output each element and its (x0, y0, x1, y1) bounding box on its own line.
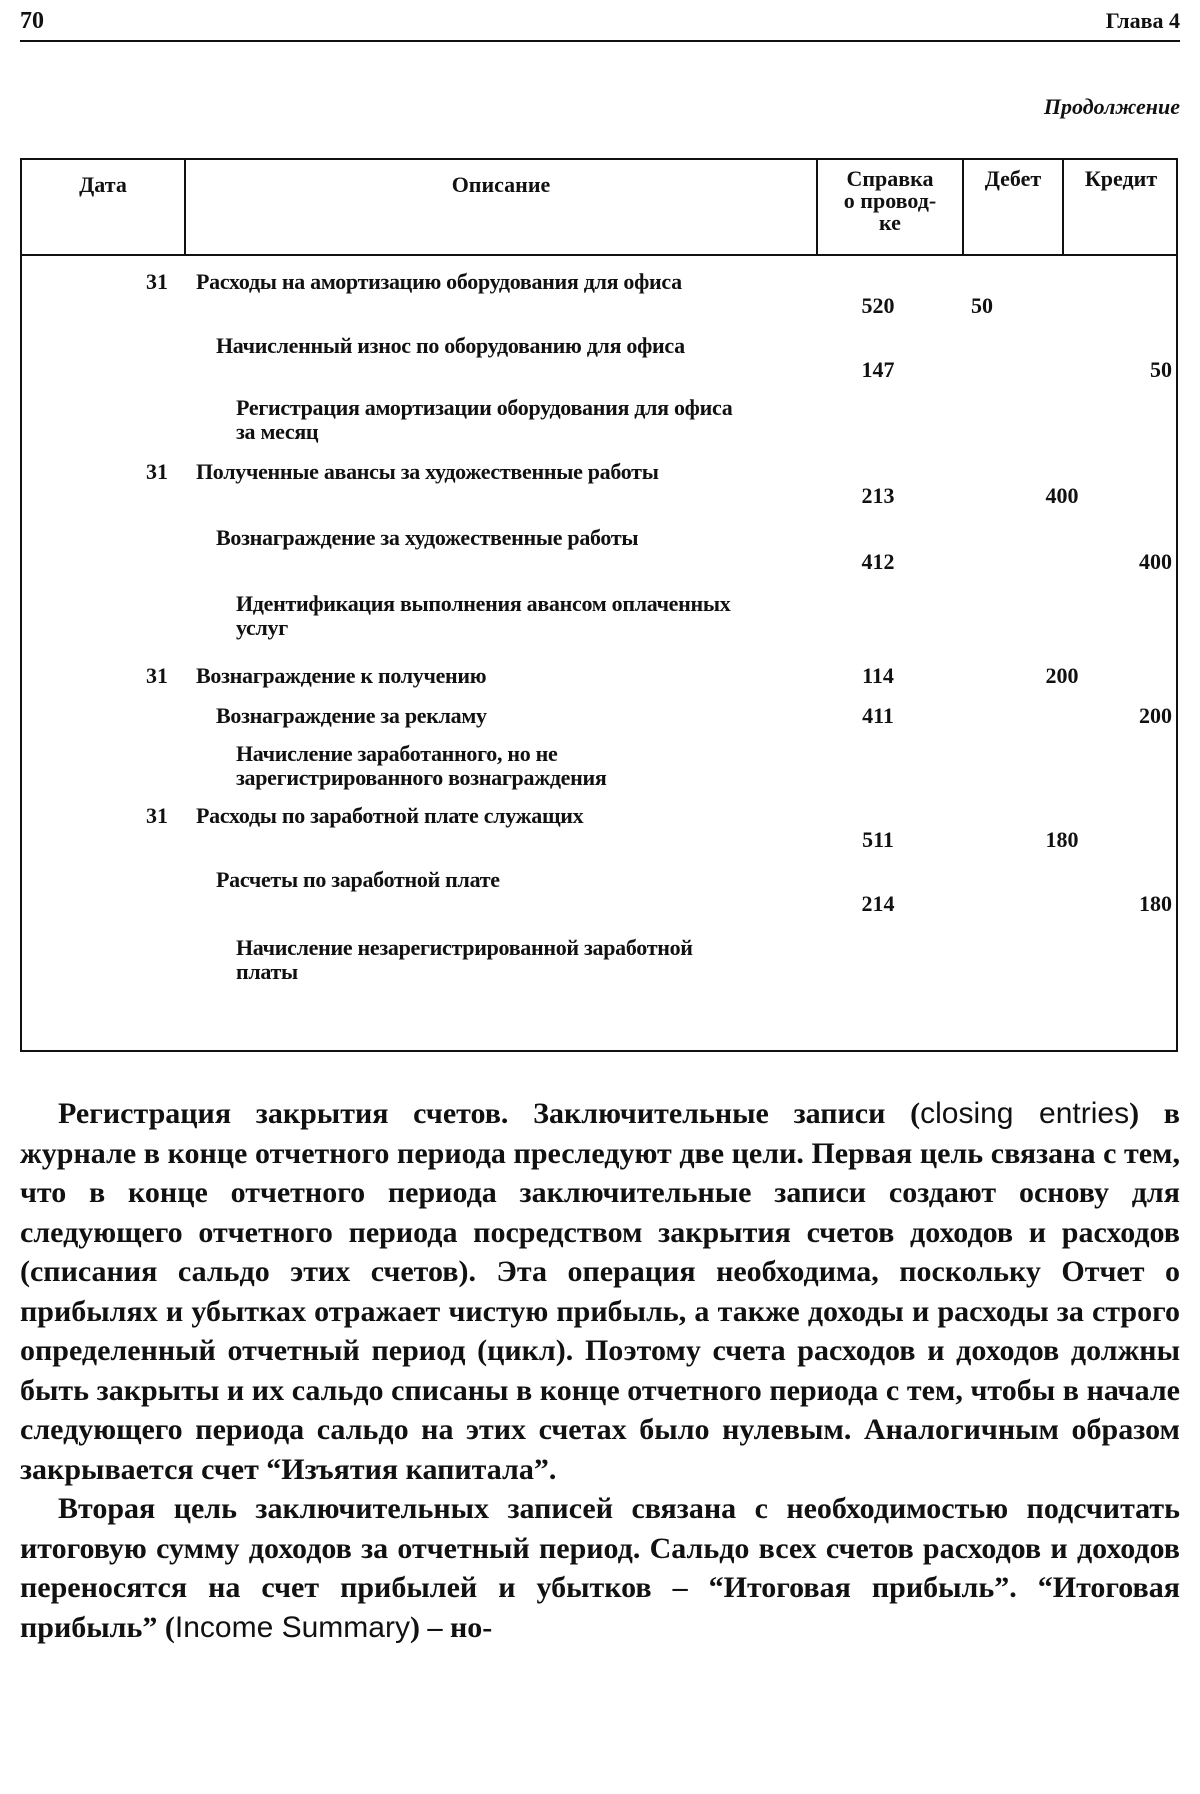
row-description: Начисление заработанного, но не зарегистрированного вознаграждения (236, 741, 607, 790)
row-debit: 180 (1045, 827, 1079, 852)
column-header-date: Дата (22, 160, 186, 254)
row-reference: 412 (861, 549, 895, 574)
row-date: 31 (146, 803, 168, 828)
body-text (20, 1094, 1180, 1647)
column-header-reference-line: Справка (846, 166, 934, 191)
row-description: Полученные авансы за художественные работы (196, 459, 659, 484)
row-credit: 200 (1139, 703, 1172, 728)
column-header-reference-line: ке (879, 210, 901, 235)
table-header (22, 160, 1176, 256)
row-debit: 50 (971, 293, 993, 318)
paragraph (20, 1489, 1180, 1647)
row-description: Вознаграждение за рекламу (216, 703, 487, 728)
row-date: 31 (146, 663, 168, 688)
row-date: 31 (146, 459, 168, 484)
paragraph-text: Заключительные записи ( (508, 1097, 921, 1130)
row-description: Идентификация выполнения авансом оплаченных услуг (236, 591, 731, 640)
row-reference: 411 (862, 703, 894, 728)
column-header-credit: Кредит (1084, 166, 1158, 191)
document-page (20, 0, 1180, 1794)
english-term: Income Summary (174, 1610, 410, 1644)
row-date: 31 (146, 269, 168, 294)
paragraph-text: Вторая цель заключительных записей связана с необходимостью подсчитать итоговую сумму доходов за отчетный период. Сальдо всех счетов расходов и доходов переносятся на счет прибылей и убытков – “Итоговая прибыль”. “Итоговая прибыль” ( (20, 1492, 1180, 1644)
row-reference: 213 (861, 483, 895, 508)
paragraph-text: ) в журнале в конце отчетного периода преследуют две цели. Первая цель связана с тем, что в конце отчетного периода заключительные записи создают основу для следующего отчетного периода посредством закрытия счетов доходов и расходов (списания сальдо этих счетов). Эта операция необходима, поскольку Отчет о прибылях и убытках отражает чистую прибыль, а также доходы и расходы за строго определенный отчетный период (цикл). Поэтому счета расходов и доходов должны быть закрыты и их сальдо списаны в конце отчетного периода с тем, чтобы в начале следующего периода сальдо на этих счетах было нулевым. Аналогичным образом закрывается счет “Изъятия капитала”. (20, 1097, 1180, 1486)
row-reference: 114 (862, 663, 894, 688)
row-description: Начисленный износ по оборудованию для офиса (216, 333, 685, 358)
row-description: Начисление незарегистрированной заработной платы (236, 935, 693, 984)
column-header-reference (818, 160, 964, 254)
row-description: Расходы по заработной плате служащих (196, 803, 584, 828)
row-credit: 400 (1139, 549, 1172, 574)
row-description: Вознаграждение к получению (196, 663, 487, 688)
row-reference: 520 (861, 293, 895, 318)
row-credit: 50 (1150, 357, 1172, 382)
row-description: Регистрация амортизации оборудования для офиса за месяц (236, 395, 733, 444)
column-header-debit: Дебет (964, 160, 1064, 254)
row-description: Вознаграждение за художественные работы (216, 525, 639, 550)
page-number: 70 (20, 8, 44, 34)
paragraph (20, 1094, 1180, 1489)
paragraph-lead: Регистрация закрытия счетов. (58, 1097, 509, 1130)
continuation-label: Продолжение (1043, 94, 1180, 119)
row-reference: 214 (861, 891, 895, 916)
table-body (22, 256, 1176, 1046)
row-description: Расчеты по заработной плате (216, 867, 500, 892)
row-debit: 400 (1045, 483, 1079, 508)
row-credit: 180 (1139, 891, 1172, 916)
paragraph-text: ) – но- (409, 1610, 493, 1644)
column-header-description: Описание (186, 160, 818, 254)
row-description: Расходы на амортизацию оборудования для офиса (196, 269, 682, 294)
journal-table (20, 158, 1178, 1052)
row-reference: 511 (862, 827, 894, 852)
row-reference: 147 (861, 357, 895, 382)
column-header-reference-line: о провод- (843, 188, 937, 213)
english-term: closing entries (920, 1097, 1130, 1130)
chapter-label: Глава 4 (1105, 8, 1180, 33)
row-debit: 200 (1045, 663, 1079, 688)
running-header (20, 8, 1180, 42)
